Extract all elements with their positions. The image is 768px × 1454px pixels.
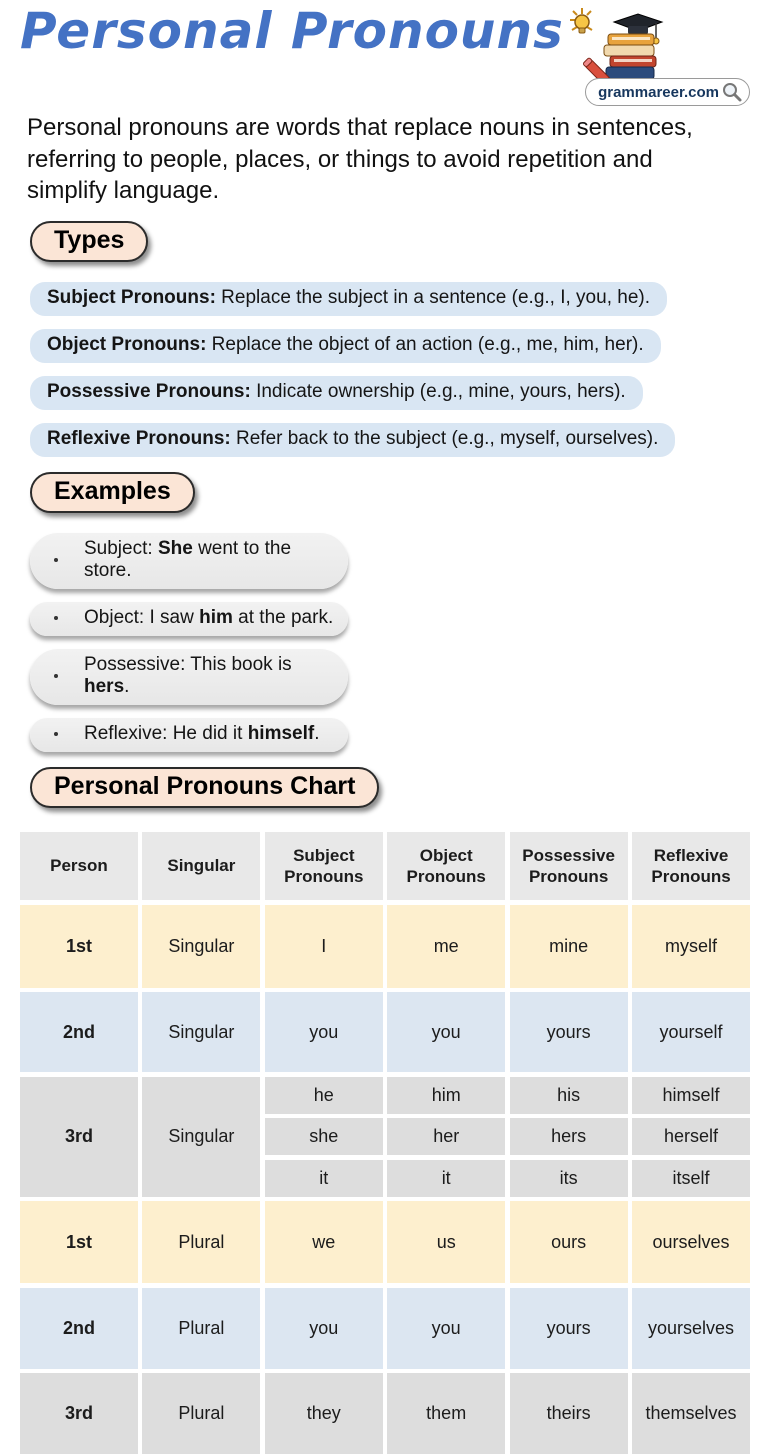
table-cell: yourself [632, 992, 750, 1072]
bullet-dot-icon [54, 674, 58, 678]
example-item-object [30, 602, 348, 636]
types-list [20, 282, 750, 457]
type-item-label: Subject Pronouns: [47, 287, 216, 309]
table-cell: itself [632, 1160, 750, 1197]
table-cell: 2nd [20, 1288, 138, 1369]
table-cell: hers [510, 1118, 628, 1155]
type-item-possessive [30, 376, 643, 410]
page-title: Personal Pronouns [20, 2, 564, 60]
type-item-object [30, 329, 661, 363]
table-cell: ourselves [632, 1201, 750, 1283]
chart-heading: Personal Pronouns Chart [30, 767, 379, 808]
table-cell: you [265, 992, 383, 1072]
column-header-object: Object Pronouns [387, 832, 505, 900]
table-cell: I [265, 905, 383, 988]
example-text: Reflexive: He did it himself. [84, 723, 320, 745]
column-header-singular: Singular [142, 832, 260, 900]
table-cell: Plural [142, 1201, 260, 1283]
example-item-subject [30, 533, 348, 589]
table-cell: me [387, 905, 505, 988]
table-cell: myself [632, 905, 750, 988]
table-cell: 2nd [20, 992, 138, 1072]
example-text: Possessive: This book is hers. [84, 654, 292, 698]
intro-paragraph: Personal pronouns are words that replace nouns in sentences, referring to people, places, or things to avoid repetition and simplify language. [27, 114, 693, 205]
table-cell: Singular [142, 1077, 260, 1197]
table-cell: you [387, 1288, 505, 1369]
table-cell: herself [632, 1118, 750, 1155]
table-cell: her [387, 1118, 505, 1155]
bullet-dot-icon [54, 732, 58, 736]
type-item-label: Reflexive Pronouns: [47, 428, 231, 450]
example-item-possessive [30, 649, 348, 705]
table-cell: Plural [142, 1373, 260, 1454]
type-item-label: Possessive Pronouns: [47, 381, 251, 403]
type-item-subject [30, 282, 667, 316]
table-cell: them [387, 1373, 505, 1454]
table-cell: himself [632, 1077, 750, 1114]
table-cell: 3rd [20, 1373, 138, 1454]
table-cell: theirs [510, 1373, 628, 1454]
bullet-dot-icon [54, 616, 58, 620]
table-cell: it [265, 1160, 383, 1197]
table-cell: you [265, 1288, 383, 1369]
table-cell: yours [510, 992, 628, 1072]
grammareer-badge[interactable] [585, 78, 750, 106]
badge-label: grammareer.com [598, 83, 719, 101]
type-item-reflexive [30, 423, 675, 457]
magnifier-icon [721, 81, 743, 103]
type-item-text: Indicate ownership (e.g., mine, yours, hers). [250, 381, 626, 403]
table-cell: you [387, 992, 505, 1072]
table-cell: she [265, 1118, 383, 1155]
example-item-reflexive [30, 718, 348, 752]
type-item-text: Refer back to the subject (e.g., myself, ourselves). [230, 428, 659, 450]
table-cell: it [387, 1160, 505, 1197]
badge-row [20, 78, 750, 106]
table-cell: we [265, 1201, 383, 1283]
examples-heading: Examples [30, 472, 195, 513]
table-cell: us [387, 1201, 505, 1283]
table-cell: his [510, 1077, 628, 1114]
type-item-text: Replace the subject in a sentence (e.g., I, you, he). [215, 287, 650, 309]
column-header-person: Person [20, 832, 138, 900]
table-cell: yourselves [632, 1288, 750, 1369]
column-header-possessive: Possessive Pronouns [510, 832, 628, 900]
table-cell: yours [510, 1288, 628, 1369]
table-cell: Singular [142, 905, 260, 988]
table-cell: him [387, 1077, 505, 1114]
table-cell: themselves [632, 1373, 750, 1454]
example-text: Object: I saw him at the park. [84, 607, 334, 629]
column-header-reflexive: Reflexive Pronouns [632, 832, 750, 900]
example-text: Subject: She went to the store. [84, 538, 292, 582]
table-cell: 3rd [20, 1077, 138, 1197]
type-item-label: Object Pronouns: [47, 334, 207, 356]
table-cell: Plural [142, 1288, 260, 1369]
type-item-text: Replace the object of an action (e.g., me, him, her). [206, 334, 644, 356]
table-cell: 1st [20, 1201, 138, 1283]
examples-list [20, 533, 750, 752]
table-cell: ours [510, 1201, 628, 1283]
table-cell: he [265, 1077, 383, 1114]
table-cell: 1st [20, 905, 138, 988]
table-cell: Singular [142, 992, 260, 1072]
types-heading: Types [30, 221, 148, 262]
table-cell: its [510, 1160, 628, 1197]
pronouns-table [20, 832, 750, 1454]
column-header-subject: Subject Pronouns [265, 832, 383, 900]
table-cell: mine [510, 905, 628, 988]
table-cell: they [265, 1373, 383, 1454]
bullet-dot-icon [54, 558, 58, 562]
